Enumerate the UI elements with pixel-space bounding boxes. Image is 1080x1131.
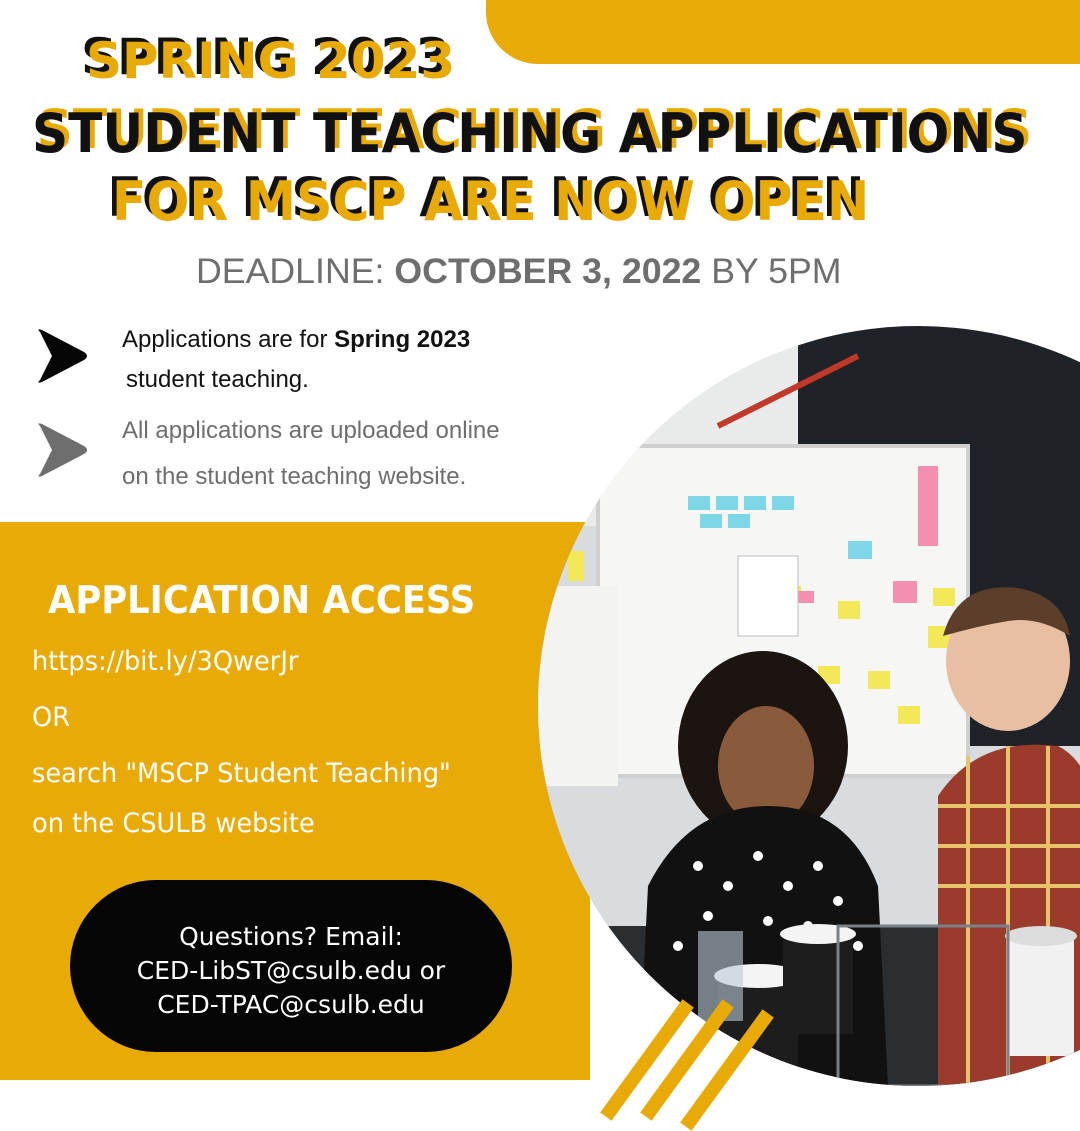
access-link[interactable]: https://bit.ly/3QwerJr [32,646,299,677]
bullet-1-prefix: Applications are for [122,326,335,353]
access-site-instruction: on the CSULB website [32,808,315,839]
students-photo [538,326,1080,1086]
bullet-upload-online [122,408,500,500]
arrow-play-icon [32,418,92,482]
deadline-label: DEADLINE: [196,252,395,291]
bullet-1-bold: Spring 2023 [334,326,471,353]
questions-email-1[interactable]: CED-LibST@csulb.edu or [136,956,446,985]
arrow-play-icon [32,324,92,388]
headline-line-3: FOR MSCP ARE NOW OPEN [112,170,870,233]
deadline-time: BY 5PM [701,252,842,291]
access-search-instruction: search "MSCP Student Teaching" [32,758,451,789]
headline-line-1: SPRING 2023 [86,32,456,90]
bullet-2-line2: on the student teaching website. [122,463,467,490]
bullet-spring-term [122,320,470,400]
deadline-text [196,252,842,292]
bullet-1-line2: student teaching. [126,366,309,393]
access-heading: APPLICATION ACCESS [48,578,476,622]
photo-illustration [538,326,1080,1086]
deadline-date: OCTOBER 3, 2022 [394,252,702,291]
top-accent-tab [486,0,1080,64]
bullet-2-line1: All applications are uploaded online [122,417,500,444]
questions-email-2[interactable]: CED-TPAC@csulb.edu [157,990,425,1019]
questions-title: Questions? Email: [179,922,403,951]
access-or: OR [32,702,71,733]
headline-line-2: STUDENT TEACHING APPLICATIONS [32,102,1028,165]
